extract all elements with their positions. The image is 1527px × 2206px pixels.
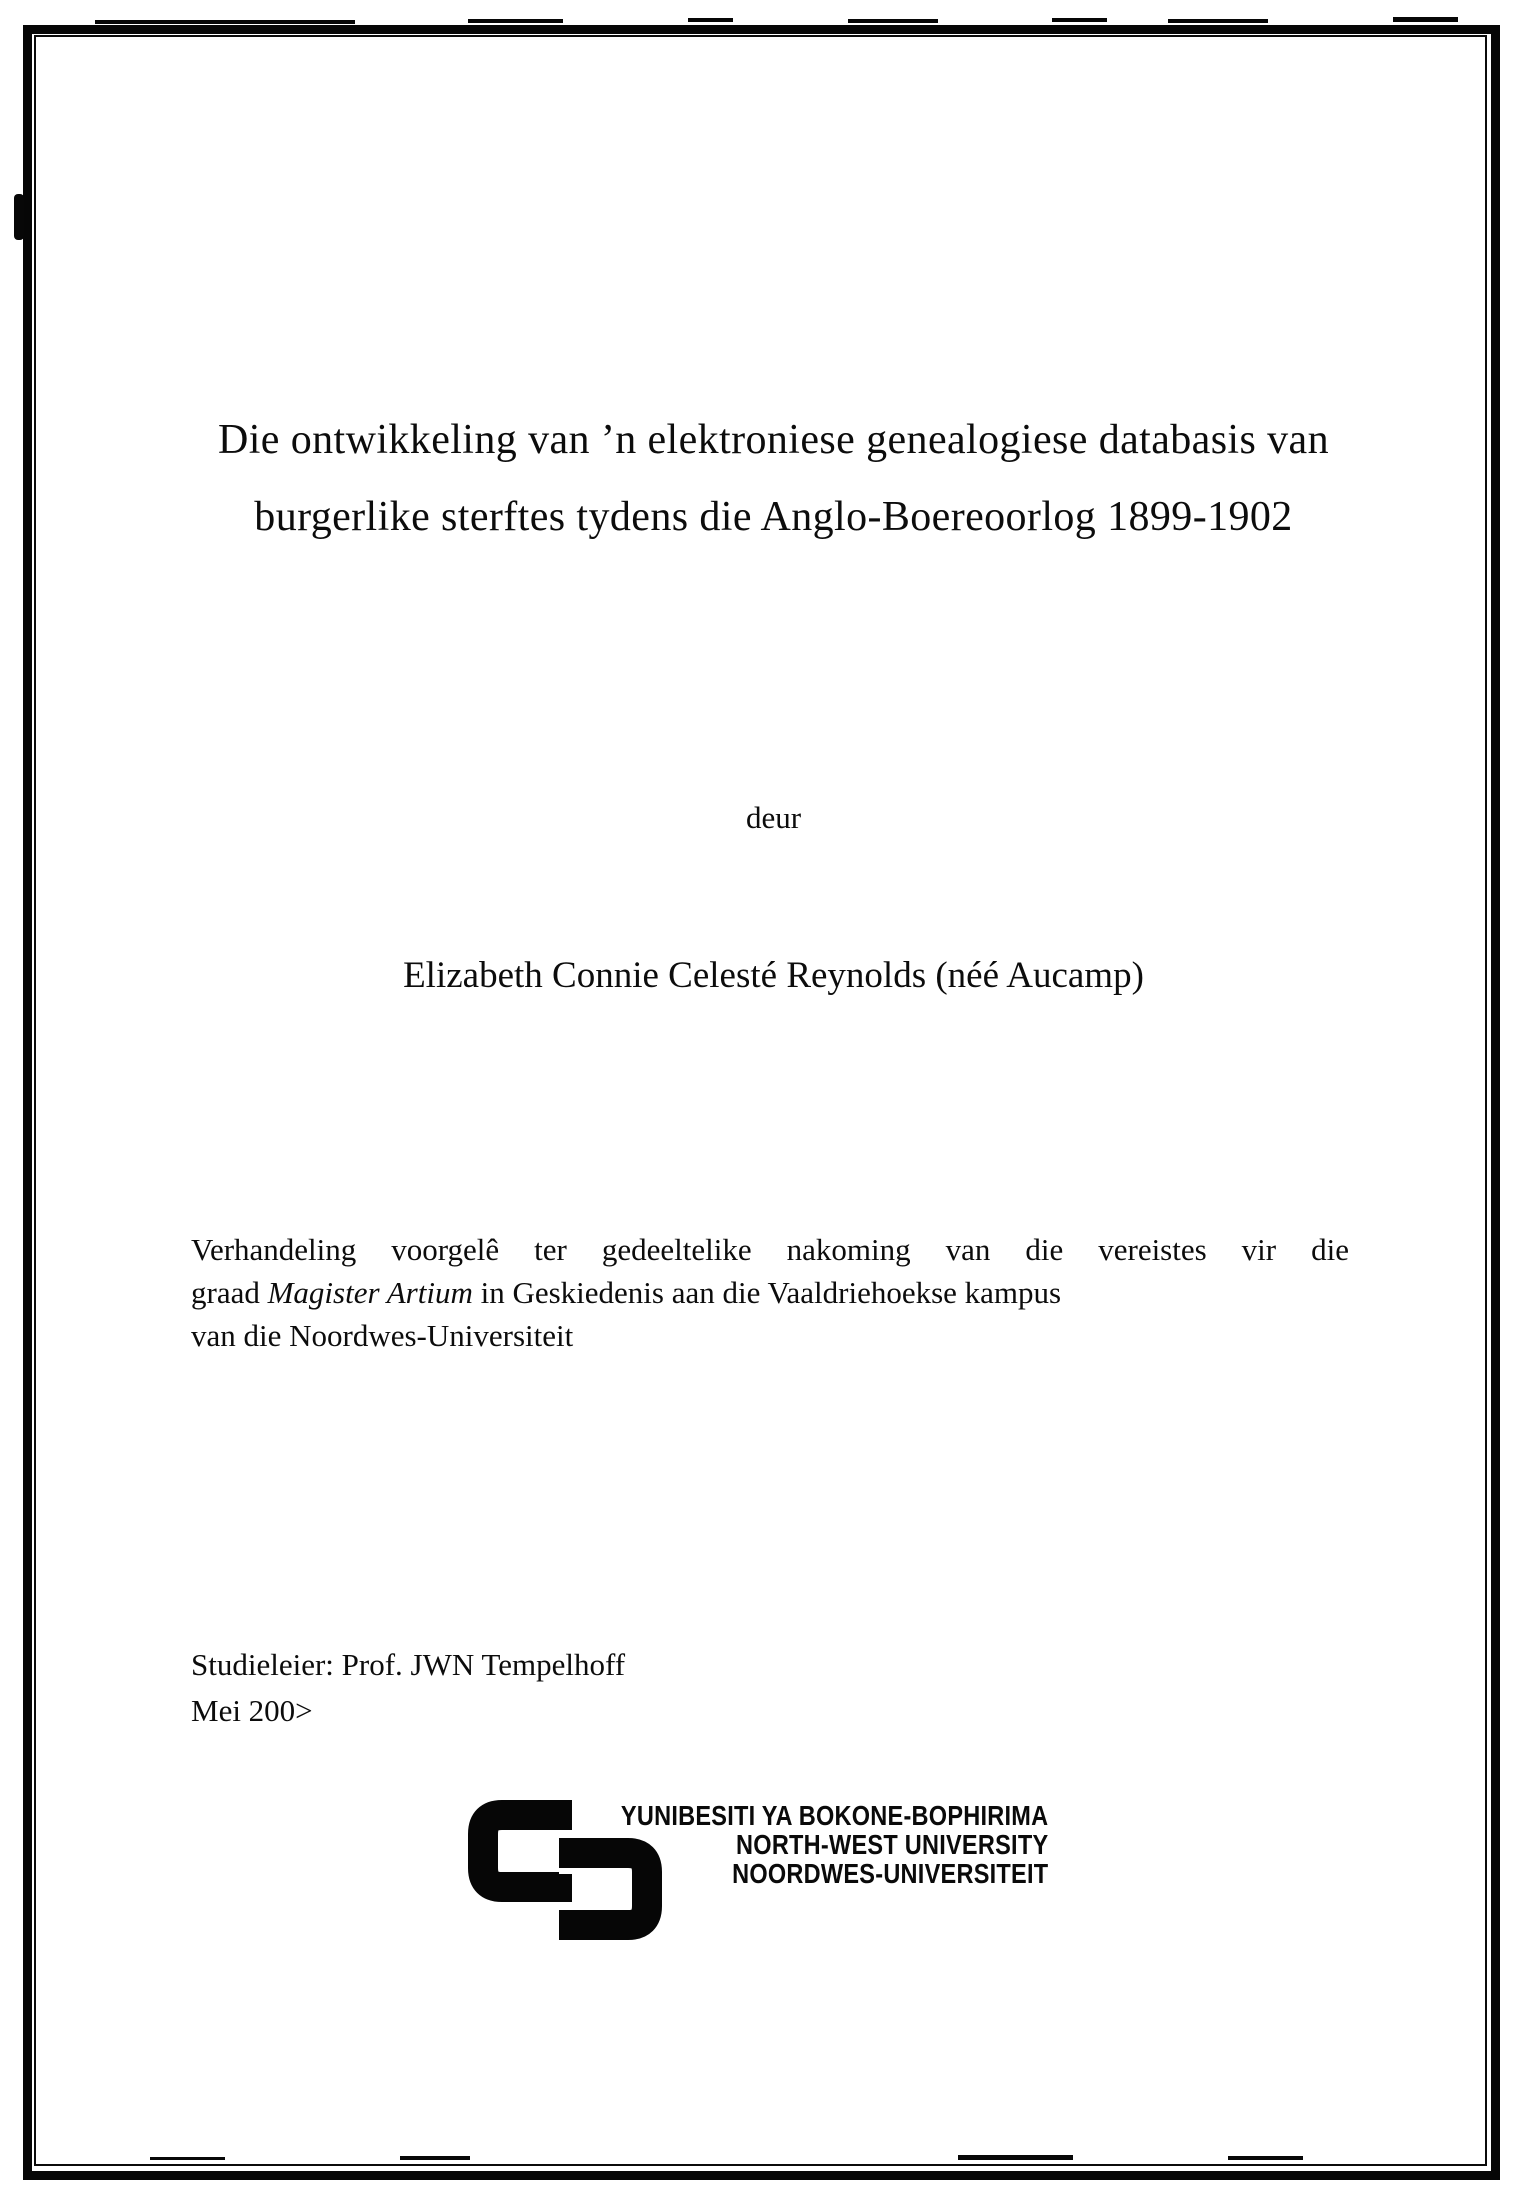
degree-statement-line1: Verhandeling voorgelê ter gedeeltelike nakoming van die vereistes vir die xyxy=(191,1232,1349,1267)
scan-artifact xyxy=(14,194,24,240)
scan-artifact xyxy=(150,2157,225,2160)
scan-artifact xyxy=(1052,18,1107,22)
supervisor-block xyxy=(191,1642,625,1734)
degree-statement-line2 xyxy=(191,1271,1349,1314)
logo-text-afrikaans: NOORDWES-UNIVERSITEIT xyxy=(732,1858,1049,1889)
date-line: Mei 200> xyxy=(191,1693,313,1728)
scan-artifact xyxy=(1228,2156,1303,2160)
degree-statement xyxy=(191,1228,1349,1357)
thesis-title-line2: burgerlike sterftes tydens die Anglo-Boereoorlog 1899-1902 xyxy=(254,494,1293,540)
scan-artifact xyxy=(400,2156,470,2160)
degree-name: Magister Artium xyxy=(267,1275,473,1310)
degree-statement-line3: van die Noordwes-Universiteit xyxy=(191,1318,574,1353)
degree-statement-line2-suffix: in Geskiedenis aan die Vaaldriehoekse kampus xyxy=(472,1275,1062,1310)
university-logo-text xyxy=(578,1801,1048,1888)
scan-artifact xyxy=(688,18,733,22)
thesis-title xyxy=(60,402,1487,556)
scan-artifact xyxy=(468,19,563,23)
degree-statement-line2-prefix: graad xyxy=(191,1275,268,1310)
logo-text-english: NORTH-WEST UNIVERSITY xyxy=(736,1829,1049,1860)
scan-artifact xyxy=(848,19,938,23)
author-name: Elizabeth Connie Celesté Reynolds (néé Aucamp) xyxy=(403,955,1144,996)
byline-preposition: deur xyxy=(745,800,802,835)
scan-artifact xyxy=(1393,17,1458,22)
scan-artifact xyxy=(958,2155,1073,2160)
thesis-title-line1: Die ontwikkeling van ’n elektroniese genealogiese databasis van xyxy=(217,417,1329,463)
supervisor-line: Studieleier: Prof. JWN Tempelhoff xyxy=(191,1647,626,1682)
scan-artifact xyxy=(1492,1950,1500,1980)
scan-artifact xyxy=(1168,19,1268,23)
logo-text-setswana: YUNIBESITI YA BOKONE-BOPHIRIMA xyxy=(620,1800,1049,1831)
scan-artifact xyxy=(95,20,355,24)
